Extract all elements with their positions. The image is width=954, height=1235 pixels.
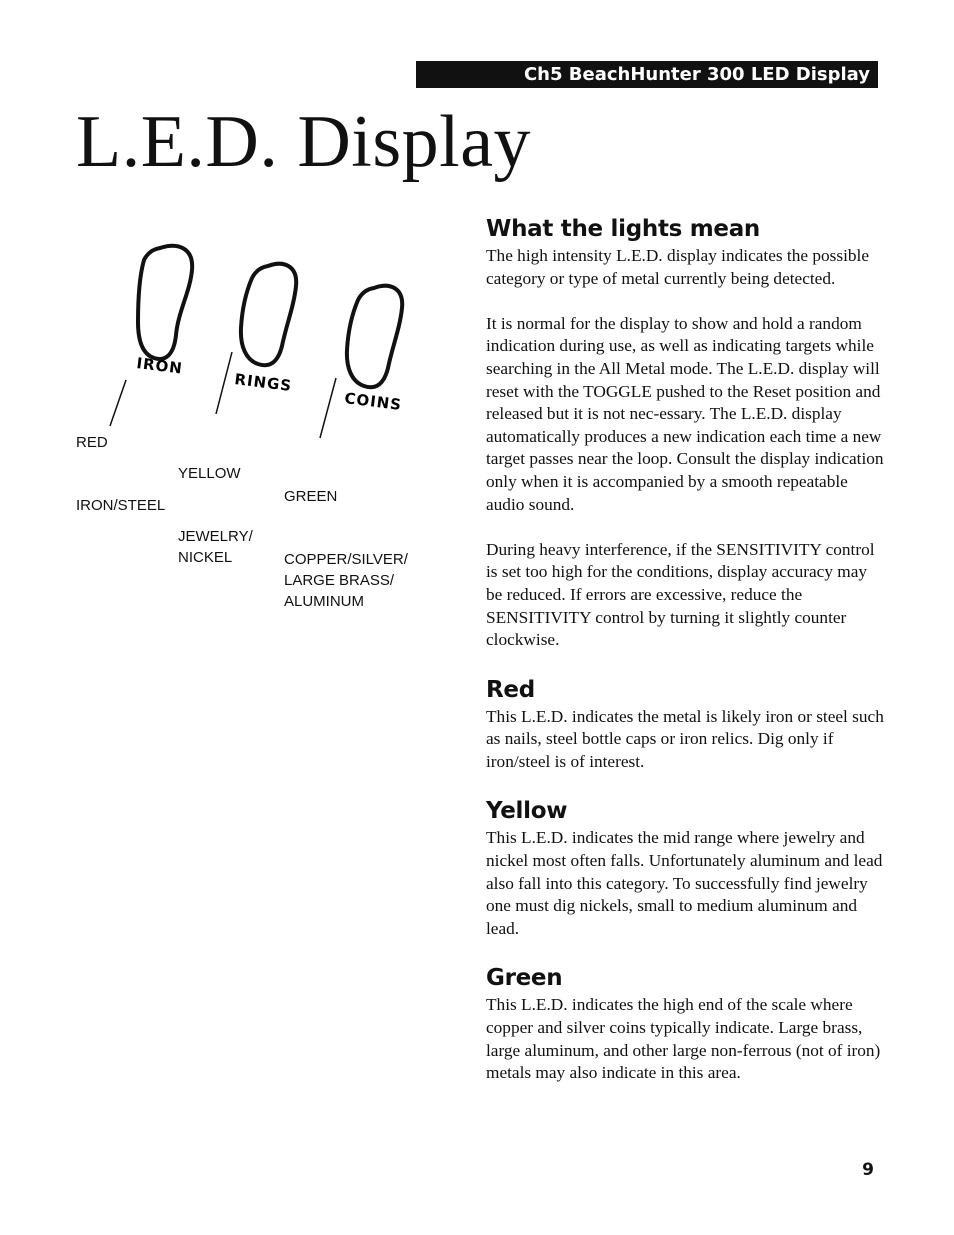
- led-label-rings: RINGS: [233, 370, 294, 396]
- section-yellow: [486, 795, 886, 940]
- caption-yellow: [178, 421, 253, 610]
- paragraph: It is normal for the display to show and hold a random indication during use, as well as indicating targets while searching in the All Metal mode. The L.E.D. display will reset with the TOGGLE pushed to the Reset position and released but it is not nec-essary. The L.E.D. display automatically produces a new indication each time a new target passes near the loop. Consult the display indication only when it is accompanied by a smooth repeatable audio sound.: [486, 313, 884, 514]
- caption-red-color: RED: [76, 434, 108, 451]
- section-heading: What the lights mean: [486, 216, 760, 242]
- section-green: [486, 962, 886, 1084]
- caption-red: [76, 390, 165, 558]
- section-heading: Red: [486, 676, 535, 703]
- caption-yellow-color: YELLOW: [178, 465, 241, 482]
- caption-yellow-text: JEWELRY/ NICKEL: [178, 528, 253, 566]
- caption-red-text: IRON/STEEL: [76, 497, 166, 514]
- led-shape-rings: [241, 264, 296, 365]
- caption-green: [284, 444, 408, 654]
- led-shape-coins: [347, 286, 402, 387]
- pointer-line-coins: [320, 378, 336, 438]
- led-label-coins: COINS: [343, 389, 403, 415]
- caption-green-color: GREEN: [284, 488, 338, 505]
- chapter-header: Ch5 BeachHunter 300 LED Display: [416, 61, 878, 88]
- paragraph: This L.E.D. indicates the metal is likely iron or steel such as nails, steel bottle caps or iron relics. Dig only if iron/steel is of interest.: [486, 706, 884, 771]
- paragraph: This L.E.D. indicates the high end of the scale where copper and silver coins typically indicate. Large brass, large aluminum, and other large non-ferrous (not of iron) metals may also indicate in this area.: [486, 995, 881, 1083]
- section-red: [486, 674, 886, 774]
- pointer-line-rings: [216, 352, 232, 414]
- led-label-iron: IRON: [135, 354, 184, 378]
- section-heading: Yellow: [486, 798, 568, 825]
- section-what-lights-mean: [486, 213, 886, 652]
- led-shape-iron: [138, 246, 192, 359]
- page-number: 9: [862, 1160, 874, 1180]
- paragraph: The high intensity L.E.D. display indicates the possible category or type of metal currently being detected.: [486, 246, 870, 288]
- page-title: L.E.D. Display: [76, 101, 532, 183]
- paragraph: This L.E.D. indicates the mid range where jewelry and nickel most often falls. Unfortunately aluminum and lead also fall into this category. To successfully find jewelry one must dig nickels, small to medium aluminum and lead.: [486, 828, 883, 938]
- section-heading: Green: [486, 965, 563, 992]
- paragraph: During heavy interference, if the SENSITIVITY control is set too high for the conditions, display accuracy may be reduced. If errors are excessive, reduce the SENSITIVITY control by turning it slightly counter clockwise.: [486, 539, 875, 650]
- main-content: [486, 213, 886, 1085]
- led-diagram: [60, 230, 440, 610]
- caption-green-text: COPPER/SILVER/ LARGE BRASS/ ALUMINUM: [284, 551, 408, 610]
